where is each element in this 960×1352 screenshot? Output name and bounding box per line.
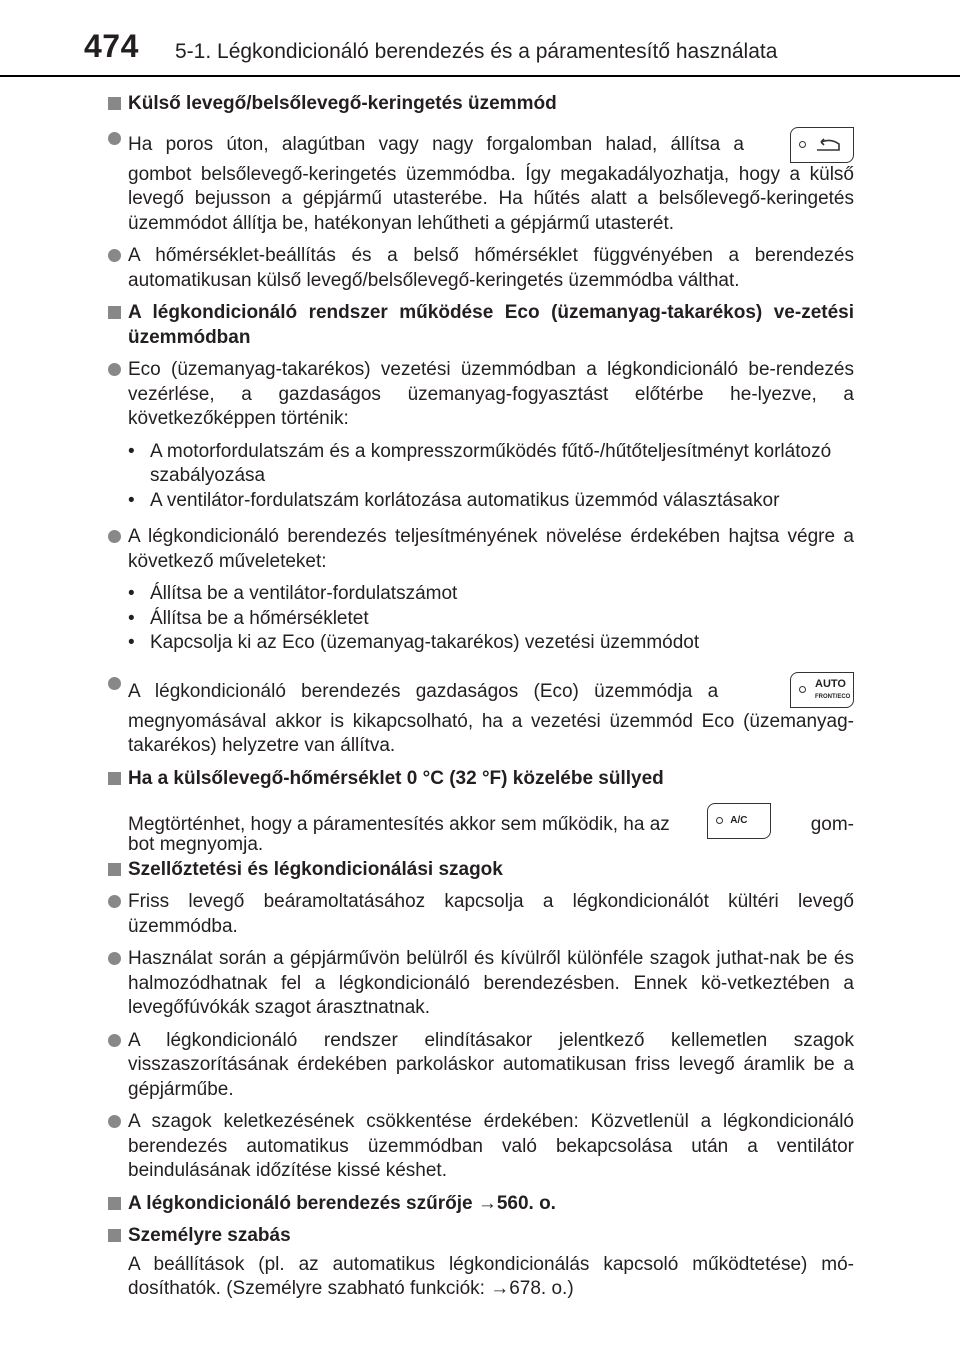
bullet-dot-icon [108, 952, 121, 965]
bullet-paragraph: A szagok keletkezésének csökkentése érdekében: Közvetlenül a légkondicionáló berendezés automatikus üzemmódban való bekapcsolása után a ventilátor beindulásának időzítése kissé késhet. [108, 1110, 854, 1184]
section-heading: Személyre szabás [108, 1224, 854, 1249]
section-heading: Szellőztetési és légkondicionálási szagok [108, 858, 854, 883]
section-marker-icon [108, 863, 121, 876]
section-marker-icon [108, 97, 121, 110]
bullet-paragraph: A légkondicionáló berendezés teljesítményének növelése érdekében hajtsa végre a következő műveleteket: [108, 525, 854, 574]
bullet-dot-icon [108, 895, 121, 908]
bullet-dot-icon [108, 132, 121, 145]
header-divider [0, 75, 960, 77]
list-item: • Kapcsolja ki az Eco (üzemanyag-takarékos) vezetési üzemmódot [128, 632, 700, 653]
page-number: 474 [84, 28, 139, 64]
ac-button-icon: A/C [707, 803, 771, 839]
bullet-paragraph: Friss levegő beáramoltatásához kapcsolja a légkondicionálót kültéri levegő üzemmódba. [108, 890, 854, 939]
bullet-dot-icon [108, 1034, 121, 1047]
section-marker-icon [108, 772, 121, 785]
bullet-paragraph: Eco (üzemanyag-takarékos) vezetési üzemmódban a légkondicionáló be-rendezés vezérlése, a gazdaságos üzemanyag-fogyasztást előtérbe he-lyezve, a következőképpen történik: [108, 358, 854, 432]
list-item: • A motorfordulatszám és a kompresszorműködés fűtő-/hűtőteljesítményt korlátozó szabályozása [128, 440, 832, 486]
page-body [108, 92, 854, 1310]
bullet-dot-icon [108, 249, 121, 262]
list-item: • Állítsa be a ventilátor-fordulatszámot [128, 583, 458, 604]
bullet-dot-icon [108, 677, 121, 690]
bullet-dot-icon [108, 363, 121, 376]
section-marker-icon [108, 1197, 121, 1210]
paragraph: Megtörténhet, hogy a páramentesítés akkor sem működik, ha az A/C gom- bot megnyomja. [108, 803, 854, 858]
sub-bullet-list [108, 440, 854, 514]
bullet-paragraph: Használat során a gépjárművön belülről és kívülről különféle szagok juthat-nak be és halmozódhatnak fel a légkondicionáló berendezésben. Ennek kö-vetkeztében a levegőfúvókák szagot árasztnatnak. [108, 947, 854, 1021]
bullet-paragraph: A légkondicionáló rendszer elindításakor jelentkező kellemetlen szagok visszaszorításának érdekében parkoláskor automatikusan friss levegő áramlik be a gépjárműbe. [108, 1029, 854, 1103]
bullet-dot-icon [108, 1115, 121, 1128]
section-marker-icon [108, 1229, 121, 1242]
auto-eco-button-icon: AUTO FRONT/ECO [790, 672, 854, 708]
sub-bullet-list [108, 582, 854, 656]
list-item: • A ventilátor-fordulatszám korlátozása automatikus üzemmód választásakor [128, 489, 780, 511]
bullet-paragraph: Ha poros úton, alagútban vagy nagy forgalomban halad, állítsa a gombot belsőlevegő-keringetés üzemmódba. Így megakadályozhatja, hogy a külső levegő bejusson a gépjármű utasterébe. Ha hűtés alatt a belsőlevegő-keringetés üzemmódot állítja be, hatékonyan lehűtheti a gépjármű utasterét. [108, 127, 854, 237]
section-heading: A légkondicionáló berendezés szűrője →560. o. [108, 1192, 854, 1217]
section-heading: A légkondicionáló rendszer működése Eco (üzemanyag-takarékos) ve-zetési üzemmódban [108, 301, 854, 350]
paragraph: A beállítások (pl. az automatikus légkondicionálás kapcsoló működtetése) mó-dosíthatók. (Személyre szabható funkciók: →678. o.) [128, 1253, 854, 1299]
section-heading: Külső levegő/belsőlevegő-keringetés üzemmód [108, 92, 854, 117]
section-marker-icon [108, 306, 121, 319]
bullet-dot-icon [108, 530, 121, 543]
list-item: • Állítsa be a hőmérsékletet [128, 607, 369, 629]
section-heading: Ha a külsőlevegő-hőmérséklet 0 °C (32 °F) közelébe süllyed [108, 767, 854, 792]
page-header [0, 0, 960, 78]
chapter-title: 5-1. Légkondicionáló berendezés és a páramentesítő használata [175, 40, 778, 63]
bullet-paragraph: A hőmérséklet-beállítás és a belső hőmérséklet függvényében a berendezés automatikusan külső levegő/belsőlevegő-keringetés üzemmódba válthat. [108, 244, 854, 293]
recirculation-button-icon [790, 127, 854, 163]
bullet-paragraph: A légkondicionáló berendezés gazdaságos (Eco) üzemmódja a AUTO FRONT/ECO megnyomásával akkor is kikapcsolható, ha a vezetési üzemmód Eco (üzemanyag-takarékos) helyzetre van állítva. [108, 672, 854, 759]
